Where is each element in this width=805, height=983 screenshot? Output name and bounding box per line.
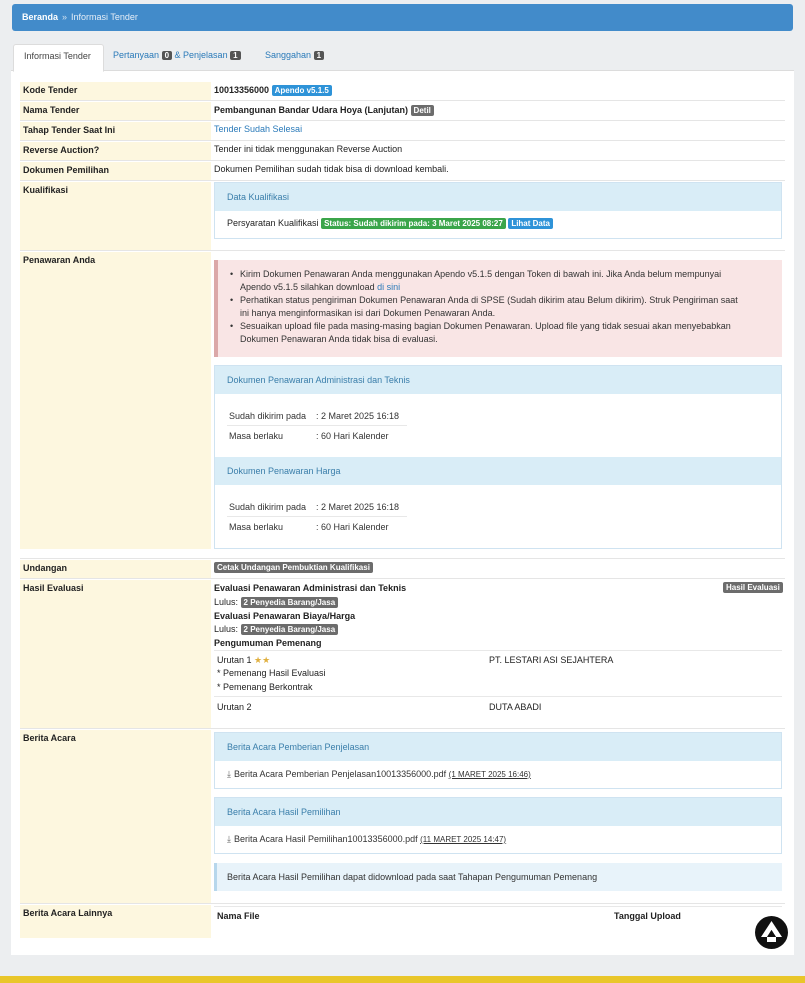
admin-sent-label: Sudah dikirim pada bbox=[229, 411, 307, 421]
breadcrumb bbox=[12, 4, 793, 31]
winner-company: PT. LESTARI ASI SEJAHTERA bbox=[489, 655, 614, 665]
lulus-label: Lulus: bbox=[214, 597, 239, 607]
tahap-tender-link[interactable]: Tender Sudah Selesai bbox=[214, 124, 303, 134]
row-divider bbox=[20, 180, 785, 181]
harga-valid-label: Masa berlaku bbox=[229, 522, 284, 532]
admin-valid-label: Masa berlaku bbox=[229, 431, 284, 441]
row-divider bbox=[20, 558, 785, 559]
label-berita-acara-lainnya: Berita Acara Lainnya bbox=[20, 905, 211, 938]
download-icon: ⤓ bbox=[227, 834, 231, 844]
nama-tender-text: Pembangunan Bandar Udara Hoya (Lanjutan) bbox=[214, 105, 409, 115]
penawaran-documents-panel bbox=[214, 365, 782, 549]
alert-item bbox=[230, 294, 772, 320]
admin-valid-value: : 60 Hari Kalender bbox=[316, 431, 389, 441]
download-icon: ⤓ bbox=[227, 769, 231, 779]
hasil-evaluasi-wrap bbox=[723, 582, 783, 593]
label-kualifikasi: Kualifikasi bbox=[20, 182, 211, 250]
berita-penjelasan-file[interactable]: Berita Acara Pemberian Penjelasan10013356000.pdf bbox=[233, 769, 447, 779]
divider bbox=[227, 425, 407, 426]
lulus-label: Lulus: bbox=[214, 624, 239, 634]
kualifikasi-item bbox=[215, 211, 781, 236]
detil-button[interactable]: Detil bbox=[411, 105, 434, 116]
star-icon: ★★ bbox=[254, 655, 271, 665]
berita-penjelasan-date: (1 MARET 2025 16:46) bbox=[448, 770, 531, 779]
berita-penjelasan-file-row bbox=[215, 761, 781, 788]
label-kode-tender: Kode Tender bbox=[20, 82, 211, 100]
tab-label: Informasi Tender bbox=[24, 51, 91, 61]
row-divider bbox=[20, 100, 785, 101]
tab-sanggahan[interactable] bbox=[255, 44, 334, 72]
admin-teknis-panel-title: Dokumen Penawaran Administrasi dan Teknis bbox=[215, 366, 781, 394]
label-nama-tender: Nama Tender bbox=[20, 102, 211, 120]
bottom-accent-stripe bbox=[0, 976, 805, 983]
divider bbox=[214, 906, 782, 907]
col-nama-file: Nama File bbox=[217, 911, 260, 921]
tab-label: Pertanyaan bbox=[113, 50, 160, 60]
berita-hasil-date: (11 MARET 2025 14:47) bbox=[420, 835, 507, 844]
lihat-data-button[interactable]: Lihat Data bbox=[508, 218, 553, 229]
penawaran-alert bbox=[214, 260, 782, 357]
harga-sent-label: Sudah dikirim pada bbox=[229, 502, 307, 512]
hasil-evaluasi-button[interactable]: Hasil Evaluasi bbox=[723, 582, 783, 593]
pemenang-berkontrak: * Pemenang Berkontrak bbox=[217, 682, 313, 692]
label-penawaran-anda: Penawaran Anda bbox=[20, 252, 211, 549]
lulus-harga-row bbox=[214, 624, 338, 635]
berita-hasil-title: Berita Acara Hasil Pemilihan bbox=[215, 798, 781, 826]
explanations-count-badge: 1 bbox=[230, 51, 240, 60]
lulus-admin-badge: 2 Penyedia Barang/Jasa bbox=[241, 597, 339, 608]
divider bbox=[227, 516, 407, 517]
divider bbox=[214, 696, 782, 697]
questions-count-badge: 0 bbox=[162, 51, 172, 60]
berita-hasil-file-row bbox=[215, 826, 781, 853]
tender-card bbox=[11, 40, 794, 955]
kualifikasi-item-label: Persyaratan Kualifikasi bbox=[227, 218, 319, 228]
download-apendo-link[interactable]: di sini bbox=[377, 282, 401, 292]
alert-text: Dokumen Penawaran Anda tidak bisa di evaluasi. bbox=[240, 334, 438, 344]
harga-sent-value: : 2 Maret 2025 16:18 bbox=[316, 502, 400, 512]
berita-hasil-panel bbox=[214, 797, 782, 854]
label-hasil-evaluasi: Hasil Evaluasi bbox=[20, 580, 211, 728]
row-divider bbox=[20, 903, 785, 904]
alert-item bbox=[230, 320, 772, 346]
urutan1-row bbox=[217, 655, 270, 666]
kualifikasi-status-badge: Status: Sudah dikirim pada: 3 Maret 2025 08:27 bbox=[321, 218, 506, 229]
admin-sent-value: : 2 Maret 2025 16:18 bbox=[316, 411, 400, 421]
row-divider bbox=[20, 250, 785, 251]
eval-harga-title: Evaluasi Penawaran Biaya/Harga bbox=[214, 611, 356, 621]
alert-text: Kirim Dokumen Penawaran Anda menggunakan Apendo v5.1.5 dengan Token di bawah ini. Jika Anda belum mempunyai bbox=[240, 269, 722, 279]
row-divider bbox=[20, 120, 785, 121]
breadcrumb-current: Informasi Tender bbox=[71, 12, 138, 22]
scroll-top-button[interactable] bbox=[755, 916, 788, 949]
apendo-version-badge: Apendo v5.1.5 bbox=[272, 85, 332, 96]
label-undangan: Undangan bbox=[20, 560, 211, 578]
tab-label: & Penjelasan bbox=[174, 50, 228, 60]
berita-penjelasan-panel bbox=[214, 732, 782, 789]
tab-pertanyaan[interactable] bbox=[103, 44, 251, 72]
breadcrumb-separator: » bbox=[62, 12, 68, 22]
dokumen-pemilihan-value: Dokumen Pemilihan sudah tidak bisa di download kembali. bbox=[214, 164, 449, 174]
row-divider bbox=[20, 140, 785, 141]
pengumuman-title: Pengumuman Pemenang bbox=[214, 638, 322, 648]
berita-hasil-file[interactable]: Berita Acara Hasil Pemilihan10013356000.pdf bbox=[233, 834, 418, 844]
col-tanggal-upload: Tanggal Upload bbox=[614, 911, 681, 921]
urutan1-label: Urutan 1 bbox=[217, 655, 252, 665]
berita-penjelasan-title: Berita Acara Pemberian Penjelasan bbox=[215, 733, 781, 761]
alert-text: ini hanya menginformasikan isi dari Dokumen Penawaran Anda. bbox=[240, 308, 496, 318]
cetak-undangan-button[interactable]: Cetak Undangan Pembuktian Kualifikasi bbox=[214, 562, 373, 573]
kualifikasi-panel bbox=[214, 182, 782, 239]
tab-label: Sanggahan bbox=[265, 50, 312, 60]
divider bbox=[214, 650, 782, 651]
kode-tender-value bbox=[214, 85, 332, 96]
row-divider bbox=[20, 160, 785, 161]
tab-informasi-tender[interactable] bbox=[13, 44, 104, 72]
scroll-top-icon bbox=[755, 916, 788, 949]
harga-panel-title: Dokumen Penawaran Harga bbox=[215, 457, 781, 485]
runner-up-company: DUTA ABADI bbox=[489, 702, 542, 712]
breadcrumb-home[interactable]: Beranda bbox=[22, 12, 59, 22]
undangan-value bbox=[214, 562, 373, 573]
pemenang-hasil-evaluasi: * Pemenang Hasil Evaluasi bbox=[217, 668, 326, 678]
eval-admin-title: Evaluasi Penawaran Administrasi dan Teknis bbox=[214, 583, 407, 593]
reverse-auction-value: Tender ini tidak menggunakan Reverse Auction bbox=[214, 144, 403, 154]
label-berita-acara: Berita Acara bbox=[20, 730, 211, 903]
alert-text: Perhatikan status pengiriman Dokumen Penawaran Anda di SPSE (Sudah dikirim atau Belum dikirim). Struk Pengiriman saat bbox=[240, 295, 738, 305]
urutan2-label: Urutan 2 bbox=[217, 702, 252, 712]
lulus-admin-row bbox=[214, 597, 338, 608]
berita-info-note: Berita Acara Hasil Pemilihan dapat didownload pada saat Tahapan Pengumuman Pemenang bbox=[214, 863, 782, 891]
kualifikasi-panel-title: Data Kualifikasi bbox=[215, 183, 781, 211]
row-divider bbox=[20, 578, 785, 579]
harga-valid-value: : 60 Hari Kalender bbox=[316, 522, 389, 532]
label-dokumen-pemilihan: Dokumen Pemilihan bbox=[20, 162, 211, 180]
label-tahap-tender: Tahap Tender Saat Ini bbox=[20, 122, 211, 140]
label-reverse-auction: Reverse Auction? bbox=[20, 142, 211, 160]
nama-tender-value bbox=[214, 105, 434, 116]
kode-tender-text: 10013356000 bbox=[214, 85, 270, 95]
row-divider bbox=[20, 728, 785, 729]
alert-text: Sesuaikan upload file pada masing-masing bagian Dokumen Penawaran. Upload file yang tidak sesuai akan menyebabkan bbox=[240, 321, 731, 331]
lulus-harga-badge: 2 Penyedia Barang/Jasa bbox=[241, 624, 339, 635]
objection-count-badge: 1 bbox=[314, 51, 324, 60]
alert-item bbox=[230, 268, 772, 294]
alert-text: Apendo v5.1.5 silahkan download bbox=[240, 282, 375, 292]
tab-bar bbox=[11, 40, 794, 71]
